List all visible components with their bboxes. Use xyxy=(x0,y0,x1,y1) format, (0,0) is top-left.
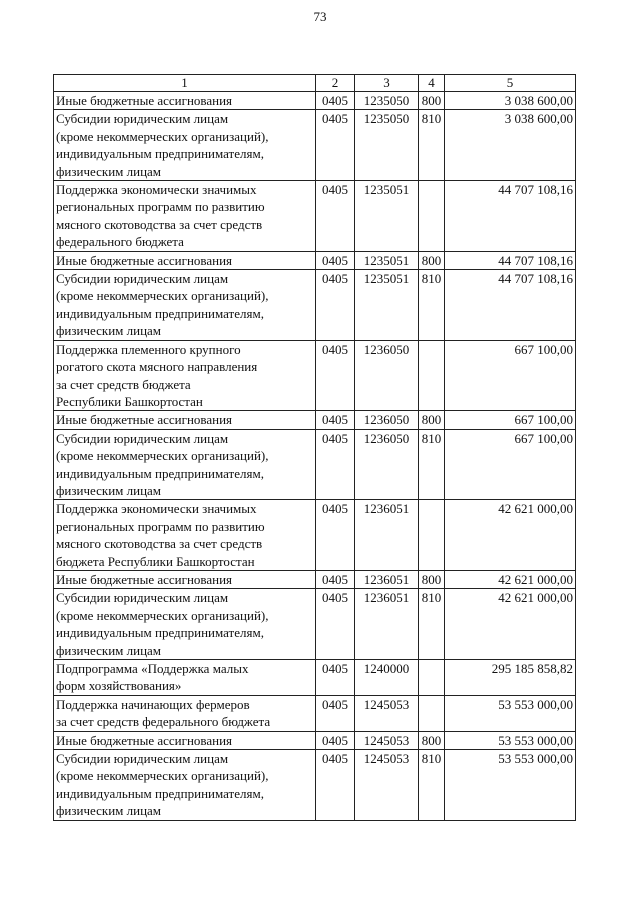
row-name-line: индивидуальным предпринимателям, xyxy=(56,625,264,641)
row-amount-cell: 42 621 000,00 xyxy=(445,589,576,660)
row-name-line: индивидуальным предпринимателям, xyxy=(56,146,264,162)
row-target-article-cell: 1236051 xyxy=(355,570,419,588)
row-name-line: Иные бюджетные ассигнования xyxy=(56,93,233,108)
column-header-section: 2 xyxy=(316,75,355,92)
row-name-line: физическим лицам xyxy=(56,803,162,819)
row-amount-cell: 44 707 108,16 xyxy=(445,270,576,341)
row-amount-cell: 3 038 600,00 xyxy=(445,92,576,110)
row-section-cell: 0405 xyxy=(316,270,355,341)
row-name-line: (кроме некоммерческих организаций), xyxy=(56,448,269,464)
row-name-line: физическим лицам xyxy=(56,323,162,339)
row-target-article-cell: 1245053 xyxy=(355,750,419,821)
budget-table xyxy=(53,74,576,821)
table-row xyxy=(54,340,576,411)
column-header-name: 1 xyxy=(54,75,316,92)
row-section-cell: 0405 xyxy=(316,750,355,821)
row-target-article-cell: 1236050 xyxy=(355,340,419,411)
table-row xyxy=(54,750,576,821)
row-target-article-cell: 1235051 xyxy=(355,181,419,252)
row-name-line: (кроме некоммерческих организаций), xyxy=(56,128,269,144)
row-target-article-cell: 1235050 xyxy=(355,92,419,110)
row-expense-type-cell: 800 xyxy=(419,411,445,429)
row-target-article-cell: 1235050 xyxy=(355,110,419,181)
row-name-line: Иные бюджетные ассигнования xyxy=(56,732,233,748)
row-expense-type-cell: 800 xyxy=(419,251,445,269)
row-expense-type-cell xyxy=(419,340,445,411)
table-row xyxy=(54,251,576,269)
table-row xyxy=(54,660,576,696)
page-number: 73 xyxy=(313,9,327,24)
row-section-cell: 0405 xyxy=(316,251,355,269)
row-section-cell: 0405 xyxy=(316,181,355,252)
row-expense-type-cell: 810 xyxy=(419,589,445,660)
table-row xyxy=(54,589,576,660)
row-name-cell xyxy=(54,750,316,821)
column-header-amount: 5 xyxy=(445,75,576,92)
row-name-line: мясного скотоводства за счет средств xyxy=(56,216,263,232)
column-header-expense-type: 4 xyxy=(419,75,445,92)
row-name-line: (кроме некоммерческих организаций), xyxy=(56,768,269,784)
row-target-article-cell: 1236050 xyxy=(355,411,419,429)
row-section-cell: 0405 xyxy=(316,429,355,500)
row-name-line: Иные бюджетные ассигнования xyxy=(56,252,233,268)
row-name-line: Поддержка племенного крупного xyxy=(56,341,241,357)
row-target-article-cell: 1236051 xyxy=(355,589,419,660)
row-name-line: Иные бюджетные ассигнования xyxy=(56,412,233,428)
row-name-line: федерального бюджета xyxy=(56,234,184,250)
row-section-cell: 0405 xyxy=(316,589,355,660)
row-name-line: региональных программ по развитию xyxy=(56,518,265,534)
row-amount-cell: 42 621 000,00 xyxy=(445,570,576,588)
row-name-cell xyxy=(54,181,316,252)
row-amount-cell: 53 553 000,00 xyxy=(445,750,576,821)
row-section-cell: 0405 xyxy=(316,92,355,110)
row-section-cell: 0405 xyxy=(316,660,355,696)
row-target-article-cell: 1236051 xyxy=(355,500,419,571)
row-section-cell: 0405 xyxy=(316,500,355,571)
row-name-cell xyxy=(54,411,316,429)
table-row xyxy=(54,181,576,252)
row-name-line: мясного скотоводства за счет средств xyxy=(56,536,263,552)
row-name-cell xyxy=(54,340,316,411)
table-row xyxy=(54,570,576,588)
row-name-line: Субсидии юридическим лицам xyxy=(56,111,229,127)
row-name-line: Поддержка экономически значимых xyxy=(56,182,257,198)
row-name-line: физическим лицам xyxy=(56,642,162,658)
table-body xyxy=(54,92,576,821)
row-name-cell xyxy=(54,695,316,731)
row-expense-type-cell xyxy=(419,181,445,252)
row-amount-cell: 667 100,00 xyxy=(445,411,576,429)
row-target-article-cell: 1236050 xyxy=(355,429,419,500)
row-name-cell xyxy=(54,270,316,341)
row-amount-cell: 667 100,00 xyxy=(445,429,576,500)
row-section-cell: 0405 xyxy=(316,411,355,429)
row-amount-cell: 44 707 108,16 xyxy=(445,181,576,252)
row-section-cell: 0405 xyxy=(316,110,355,181)
row-expense-type-cell: 800 xyxy=(419,570,445,588)
row-name-line: Иные бюджетные ассигнования xyxy=(56,571,233,587)
row-section-cell: 0405 xyxy=(316,340,355,411)
row-amount-cell: 3 038 600,00 xyxy=(445,110,576,181)
row-amount-cell: 42 621 000,00 xyxy=(445,500,576,571)
row-name-line: (кроме некоммерческих организаций), xyxy=(56,607,269,623)
row-name-line: Республики Башкортостан xyxy=(56,393,203,409)
table-row xyxy=(54,92,576,110)
row-name-line: индивидуальным предпринимателям, xyxy=(56,305,264,321)
row-amount-cell: 44 707 108,16 xyxy=(445,251,576,269)
row-name-cell xyxy=(54,110,316,181)
table-row xyxy=(54,270,576,341)
row-name-line: Субсидии юридическим лицам xyxy=(56,751,229,767)
row-name-line: Субсидии юридическим лицам xyxy=(56,430,229,446)
row-name-cell xyxy=(54,429,316,500)
row-expense-type-cell: 810 xyxy=(419,429,445,500)
row-name-line: бюджета Республики Башкортостан xyxy=(56,553,255,569)
row-target-article-cell: 1245053 xyxy=(355,695,419,731)
row-name-cell xyxy=(54,731,316,749)
row-expense-type-cell: 810 xyxy=(419,270,445,341)
row-name-line: Поддержка экономически значимых xyxy=(56,501,257,517)
table-header-row xyxy=(54,75,576,92)
row-section-cell: 0405 xyxy=(316,570,355,588)
row-target-article-cell: 1235051 xyxy=(355,270,419,341)
table-row xyxy=(54,429,576,500)
row-expense-type-cell xyxy=(419,500,445,571)
row-expense-type-cell: 800 xyxy=(419,92,445,110)
row-name-line: за счет средств федерального бюджета xyxy=(56,714,271,730)
column-header-target-article: 3 xyxy=(355,75,419,92)
row-name-line: за счет средств бюджета xyxy=(56,376,191,392)
row-name-line: рогатого скота мясного направления xyxy=(56,359,258,375)
row-amount-cell: 667 100,00 xyxy=(445,340,576,411)
row-amount-cell: 53 553 000,00 xyxy=(445,731,576,749)
row-name-line: индивидуальным предпринимателям, xyxy=(56,785,264,801)
row-name-line: Субсидии юридическим лицам xyxy=(56,271,229,287)
table-row xyxy=(54,731,576,749)
row-name-cell xyxy=(54,570,316,588)
row-amount-cell: 295 185 858,82 xyxy=(445,660,576,696)
row-name-cell xyxy=(54,251,316,269)
row-name-line: физическим лицам xyxy=(56,482,162,498)
table-row xyxy=(54,411,576,429)
row-name-cell xyxy=(54,589,316,660)
table-row xyxy=(54,110,576,181)
row-target-article-cell: 1245053 xyxy=(355,731,419,749)
row-name-line: (кроме некоммерческих организаций), xyxy=(56,288,269,304)
row-name-line: Субсидии юридическим лицам xyxy=(56,590,229,606)
row-section-cell: 0405 xyxy=(316,695,355,731)
row-name-line: форм хозяйствования» xyxy=(56,678,182,694)
row-expense-type-cell xyxy=(419,695,445,731)
row-amount-cell: 53 553 000,00 xyxy=(445,695,576,731)
row-name-cell xyxy=(54,500,316,571)
row-name-line: индивидуальным предпринимателям, xyxy=(56,465,264,481)
row-target-article-cell: 1240000 xyxy=(355,660,419,696)
row-name-line: региональных программ по развитию xyxy=(56,199,265,215)
row-expense-type-cell: 810 xyxy=(419,110,445,181)
row-name-line: физическим лицам xyxy=(56,163,162,179)
row-name-cell xyxy=(54,92,316,110)
row-name-cell xyxy=(54,660,316,696)
table-row xyxy=(54,500,576,571)
row-expense-type-cell: 810 xyxy=(419,750,445,821)
table-row xyxy=(54,695,576,731)
row-section-cell: 0405 xyxy=(316,731,355,749)
row-expense-type-cell xyxy=(419,660,445,696)
row-target-article-cell: 1235051 xyxy=(355,251,419,269)
row-name-line: Подпрограмма «Поддержка малых xyxy=(56,661,249,676)
row-expense-type-cell: 800 xyxy=(419,731,445,749)
row-name-line: Поддержка начинающих фермеров xyxy=(56,696,250,712)
